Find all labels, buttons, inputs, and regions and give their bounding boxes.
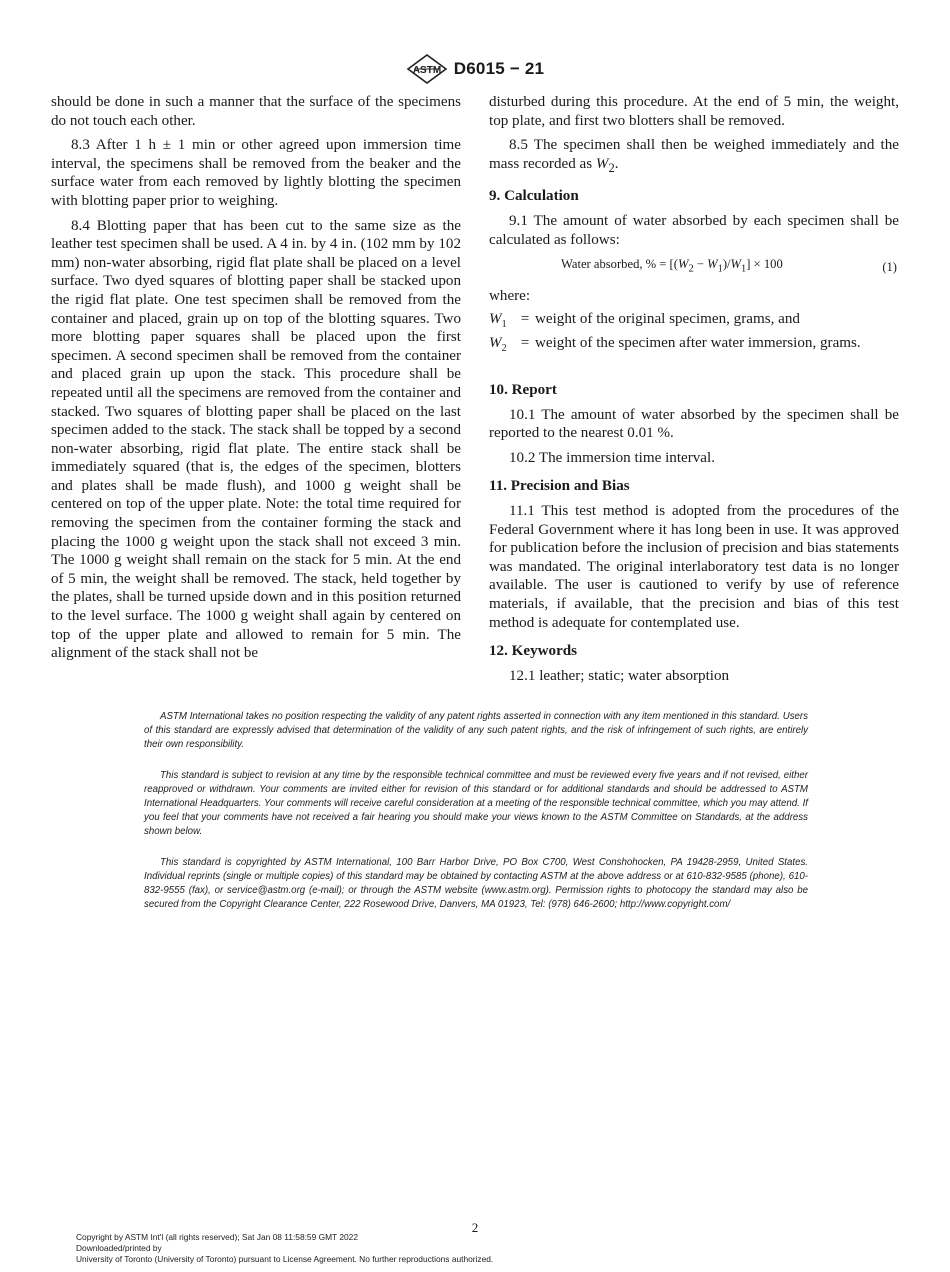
page-number: 2	[471, 1220, 479, 1235]
paragraph-8-5: 8.5 The specimen shall then be weighed immediately and the mass recorded as $W_2$.	[489, 137, 899, 175]
revision-notice: This standard is subject to revision at any time by the responsible technical committee and must be reviewed every five years and if not revised, either reapproved or withdrawn. Your comments are invited either for revision of this standard or for additional standards and should be addressed to ASTM International Headquarters. Your comments will receive careful consideration at a meeting of the responsible technical committee, which you may attend. If you feel that your comments have not received a fair hearing you should make your views known to the ASTM Committee on Standards, at the address shown below.	[144, 770, 808, 837]
paragraph-8-4: 8.4 Blotting paper that has been cut to the same size as the leather test specimen shall be used. A 4 in. by 4 in. (102 mm by 102 mm) non-water absorbing, rigid flat plate shall be placed on a level surface. Two dyed squares of blotting paper shall be stacked upon the rigid flat plate. One test specimen shall be removed from the container and placed, grain up on top of the blotting squares. Two more blotting paper squares shall be placed upon the first specimen. A second specimen shall be removed from the container and placed grain up upon the stack. This procedure shall be repeated until all the specimens are removed from the container and stacked. Two squares of blotting paper shall be placed on the last specimen added to the stack. The stack shall be topped by a second non-water absorbing, rigid flat plate. The entire stack shall be immediately squared (that is, the edges of the specimen, blotters and plates shall be made flush), and 1000 g weight shall be centered on top of the upper plate. Note: the total time required for removing the specimen from the container forming the stack and placing the 1000 g weight upon the stack shall not exceed 3 min. The 1000 g weight shall remain on the stack for 5 min. At the end of 5 min, the weight shall be removed. The stack, held together by the plates, shall be turned upside down and in this position returned to the level surface. The 1000 g weight shall again by centered on top of the upper plate and allowed to remain for 5 min. The alignment of the stack shall not be	[51, 217, 461, 662]
astm-notices	[144, 710, 808, 930]
paragraph-11-1: 11.1 This test method is adopted from the procedures of the Federal Government where it has long been in use. It was approved for publication before the inclusion of precision and bias statements was mandated. The original interlaboratory test data is no longer available. The user is cautioned to verify by use of reference materials, if available, that the precision and bias of this test method is adequate for contemplated use.	[489, 503, 899, 631]
equation-body: Water absorbed, % = $[(W_2 - W_1)/W_1] \times 100$	[561, 257, 783, 275]
continued-paragraph: should be done in such a manner that the surface of the specimens do not touch each other.	[51, 94, 461, 129]
equation-number: (1)	[882, 259, 897, 274]
paragraph-10-2: 10.2 The immersion time interval.	[509, 449, 715, 466]
section-heading-keywords: 12. Keywords	[489, 643, 578, 660]
paragraph-8-3: 8.3 After 1 h ± 1 min or other agreed upon immersion time interval, the specimens shall be removed from the beaker and the surface water from each removed by lightly blotting the specimen with blotting paper prior to weighing.	[51, 137, 461, 209]
equation-1	[489, 255, 899, 279]
license-footer	[76, 1232, 493, 1265]
variable-row: $W_2$ = weight of the specimen after water immersion, grams.	[489, 335, 861, 355]
document-designation: D6015 − 21	[453, 59, 545, 78]
section-heading-precision-bias: 11. Precision and Bias	[489, 478, 630, 495]
page-header	[0, 54, 950, 84]
svg-text:ASTM: ASTM	[412, 65, 441, 76]
footer-line: University of Toronto (University of Toronto) pursuant to License Agreement. No further reproductions authorized.	[76, 1254, 494, 1264]
continued-paragraph-right: disturbed during this procedure. At the end of 5 min, the weight, top plate, and first two blotters shall be removed.	[489, 94, 899, 129]
footer-line: Downloaded/printed by	[76, 1243, 162, 1253]
patent-notice: ASTM International takes no position respecting the validity of any patent rights asserted in connection with any item mentioned in this standard. Users of this standard are expressly advised that determination of the validity of any such patent rights, and the risk of infringement of such rights, are entirely their own responsibility.	[144, 711, 808, 750]
right-column	[489, 93, 899, 691]
paragraph-10-1: 10.1 The amount of water absorbed by the specimen shall be reported to the nearest 0.01 %.	[489, 406, 899, 442]
left-column	[51, 93, 461, 669]
footer-line: Copyright by ASTM Int'l (all rights reserved); Sat Jan 08 11:58:59 GMT 2022	[76, 1232, 358, 1242]
variable-definitions	[489, 310, 899, 359]
paragraph-9-1: 9.1 The amount of water absorbed by each specimen shall be calculated as follows:	[489, 212, 899, 248]
paragraph-12-1: 12.1 leather; static; water absorption	[509, 667, 730, 684]
section-heading-calculation: 9. Calculation	[489, 188, 579, 205]
variable-row: $W_1$ = weight of the original specimen, grams, and	[489, 310, 800, 330]
section-heading-report: 10. Report	[489, 382, 557, 399]
astm-logo-icon	[406, 54, 448, 84]
copyright-notice: This standard is copyrighted by ASTM International, 100 Barr Harbor Drive, PO Box C700, West Conshohocken, PA 19428-2959, United States. Individual reprints (single or multiple copies) of this standard may be obtained by contacting ASTM at the above address or at 610-832-9585 (phone), 610-832-9555 (fax), or service@astm.org (e-mail); or through the ASTM website (www.astm.org). Permission rights to photocopy the standard may also be secured from the Copyright Clearance Center, 222 Rosewood Drive, Danvers, MA 01923, Tel: (978) 646-2600; http://www.copyright.com/	[144, 857, 808, 910]
where-label: where:	[489, 288, 531, 305]
